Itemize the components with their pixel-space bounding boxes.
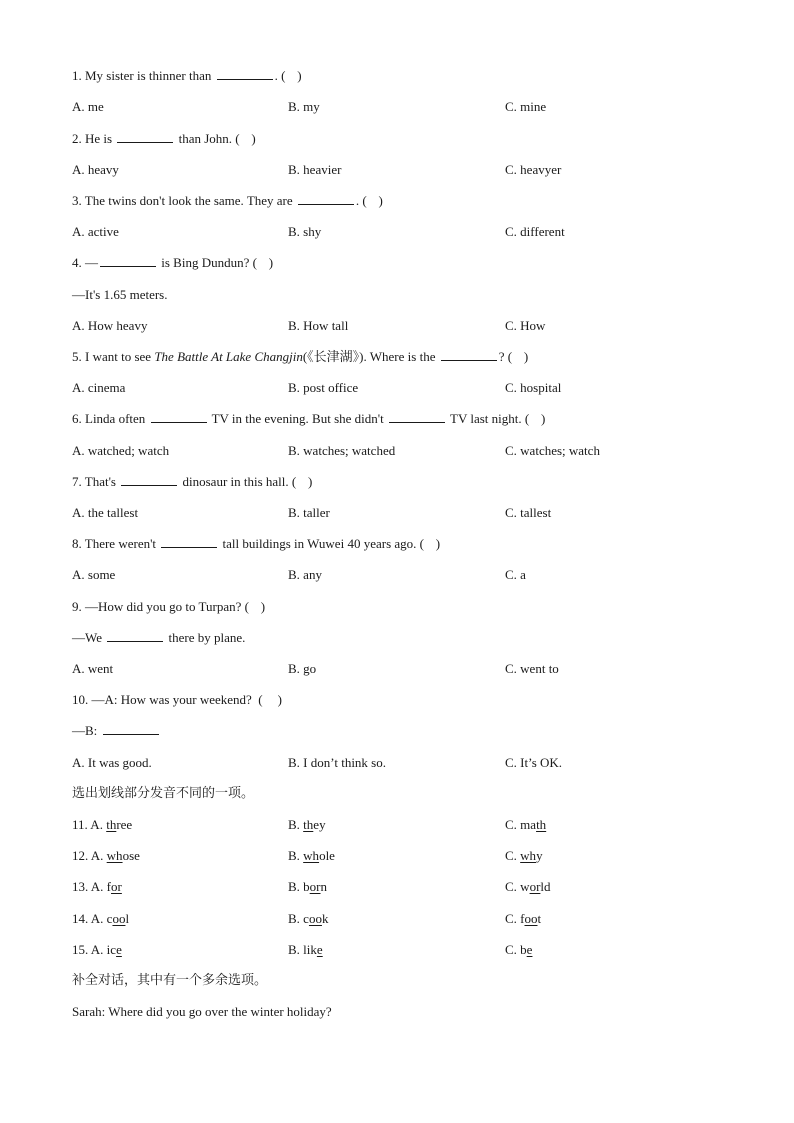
question-10-stem: 10. —A: How was your weekend? ( ) — [72, 692, 282, 707]
question-8-stem: 8. There weren't tall buildings in Wuwei 40 years ago. ( ) — [72, 536, 441, 551]
q4-option-a: A. How heavy — [72, 318, 148, 333]
question-3-stem: 3. The twins don't look the same. They are . ( ) — [72, 193, 383, 208]
question-6-stem: 6. Linda often TV in the evening. But she didn't TV last night. ( ) — [72, 411, 546, 426]
answer-blank — [161, 536, 217, 548]
answer-blank — [117, 131, 173, 143]
q9-option-c: C. went to — [505, 661, 559, 676]
question-2-stem: 2. He is than John. ( ) — [72, 131, 256, 146]
answer-blank — [389, 411, 445, 423]
question-10-reply: —B: — [72, 723, 161, 739]
q15-option-a: 15. A. ice — [72, 942, 122, 957]
q7-option-b: B. taller — [288, 505, 330, 520]
question-4-stem: 4. — is Bing Dundun? ( ) — [72, 255, 274, 270]
q6-option-b: B. watches; watched — [288, 443, 396, 458]
q15-option-b: B. like — [288, 942, 323, 957]
q3-option-a: A. active — [72, 224, 119, 239]
q1-option-c: C. mine — [505, 99, 547, 114]
q5-option-a: A. cinema — [72, 380, 126, 395]
q15-option-c: C. be — [505, 942, 533, 957]
movie-title: The Battle At Lake Changjin — [154, 349, 303, 364]
question-7-stem: 7. That's dinosaur in this hall. ( ) — [72, 474, 313, 489]
q14-option-b: B. cook — [288, 911, 329, 926]
dialogue-line-1: Sarah: Where did you go over the winter holiday? — [72, 1004, 332, 1019]
q2-option-c: C. heavyer — [505, 162, 562, 177]
answer-blank — [100, 255, 156, 267]
q5-option-c: C. hospital — [505, 380, 562, 395]
q2-option-a: A. heavy — [72, 162, 119, 177]
section-dialogue-title: 补全对话，其中有一个多余选项。 — [72, 973, 268, 988]
answer-blank — [107, 630, 163, 642]
q2-option-b: B. heavier — [288, 162, 342, 177]
q7-option-a: A. the tallest — [72, 505, 139, 520]
question-1-stem: 1. My sister is thinner than . ( ) — [72, 68, 302, 83]
q1-option-a: A. me — [72, 99, 104, 114]
question-9-reply: —We there by plane. — [72, 630, 246, 645]
q8-option-b: B. any — [288, 567, 322, 582]
q3-option-c: C. different — [505, 224, 565, 239]
question-9-stem: 9. —How did you go to Turpan? ( ) — [72, 599, 266, 614]
q11-option-a: 11. A. three — [72, 817, 133, 832]
answer-blank — [217, 68, 273, 80]
q13-option-a: 13. A. for — [72, 879, 122, 894]
q14-option-a: 14. A. cool — [72, 911, 130, 926]
q11-option-b: B. they — [288, 817, 326, 832]
q4-option-c: C. How — [505, 318, 546, 333]
q1-option-b: B. my — [288, 99, 320, 114]
question-4-reply: —It's 1.65 meters. — [72, 287, 168, 302]
q12-option-a: 12. A. whose — [72, 848, 140, 863]
q12-option-c: C. why — [505, 848, 543, 863]
q13-option-b: B. born — [288, 879, 328, 894]
q14-option-c: C. foot — [505, 911, 542, 926]
answer-blank — [151, 411, 207, 423]
answer-blank — [103, 723, 159, 735]
q4-option-b: B. How tall — [288, 318, 349, 333]
q11-option-c: C. math — [505, 817, 547, 832]
q12-option-b: B. whole — [288, 848, 335, 863]
answer-blank — [298, 193, 354, 205]
q6-option-c: C. watches; watch — [505, 443, 600, 458]
q8-option-c: C. a — [505, 567, 526, 582]
answer-blank — [441, 349, 497, 361]
section-phonics-title: 选出划线部分发音不同的一项。 — [72, 786, 255, 801]
q10-option-c: C. It’s OK. — [505, 755, 563, 770]
answer-blank — [121, 474, 177, 486]
q5-option-b: B. post office — [288, 380, 359, 395]
q9-option-a: A. went — [72, 661, 114, 676]
question-5-stem: 5. I want to see The Battle At Lake Changjin(《长津湖》). Where is the ? ( ) — [72, 349, 529, 364]
q9-option-b: B. go — [288, 661, 317, 676]
q8-option-a: A. some — [72, 567, 116, 582]
q10-option-a: A. It was good. — [72, 755, 152, 770]
q3-option-b: B. shy — [288, 224, 322, 239]
q10-option-b: B. I don’t think so. — [288, 755, 386, 770]
q13-option-c: C. world — [505, 879, 551, 894]
q6-option-a: A. watched; watch — [72, 443, 170, 458]
q7-option-c: C. tallest — [505, 505, 552, 520]
